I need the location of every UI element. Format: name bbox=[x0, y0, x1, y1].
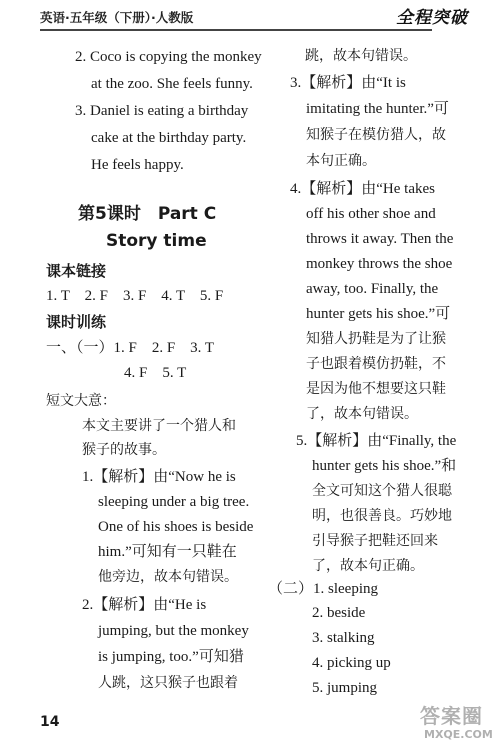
summary-text: 猴子的故事。 bbox=[82, 442, 166, 458]
explanation-line: 1.【解析】由“Now he is bbox=[82, 469, 236, 485]
book-info: 英语·五年级（下册）·人教版 bbox=[40, 10, 194, 25]
header-divider bbox=[40, 29, 432, 31]
explanation-line: 了，故本句正确。 bbox=[312, 558, 424, 574]
summary-label: 短文大意： bbox=[46, 393, 116, 409]
answer-line: 2. Coco is copying the monkey bbox=[75, 49, 262, 65]
answer-line: He feels happy. bbox=[91, 157, 184, 173]
explanation-line: throws it away. Then the bbox=[306, 231, 454, 247]
answer-line: 一、（一）1. F 2. F 3. T bbox=[46, 340, 215, 356]
answer-line: 5. jumping bbox=[312, 680, 378, 696]
explanation-line: hunter gets his shoe.”和 bbox=[312, 458, 457, 474]
explanation-line: 4.【解析】由“He takes bbox=[290, 181, 435, 197]
explanation-line: him.”可知有一只鞋在 bbox=[98, 544, 237, 560]
explanation-line: 明，也很善良。巧妙地 bbox=[312, 508, 452, 524]
explanation-line: monkey throws the shoe bbox=[306, 256, 453, 272]
explanation-line: 知猎人扔鞋是为了让猴 bbox=[306, 331, 446, 347]
explanation-line: 是因为他不想要这只鞋 bbox=[306, 381, 446, 397]
watermark-logo bbox=[418, 700, 498, 746]
answer-line: 4. picking up bbox=[312, 655, 391, 671]
explanation-line: is jumping, too.”可知猎 bbox=[98, 649, 244, 665]
page-number: 14 bbox=[40, 714, 60, 730]
explanation-line: off his other shoe and bbox=[306, 206, 436, 222]
explanation-line: 本句正确。 bbox=[306, 153, 376, 169]
explanation-line: sleeping under a big tree. bbox=[98, 494, 250, 510]
explanation-line: 了，故本句错误。 bbox=[306, 406, 418, 422]
explanation-line: One of his shoes is beside bbox=[98, 519, 254, 535]
explanation-line: 3.【解析】由“It is bbox=[290, 75, 406, 91]
answer-line: cake at the birthday party. bbox=[91, 130, 247, 146]
explanation-line: jumping, but the monkey bbox=[98, 623, 249, 639]
section-heading: 课时训练 bbox=[46, 313, 107, 331]
explanation-line: 知猴子在模仿猎人，故 bbox=[306, 127, 446, 143]
explanation-line: 2.【解析】由“He is bbox=[82, 597, 207, 613]
answer-line: 3. stalking bbox=[312, 630, 375, 646]
answer-line: at the zoo. She feels funny. bbox=[91, 76, 253, 92]
explanation-line: 全文可知这个猎人很聪 bbox=[312, 483, 452, 499]
explanation-line: 5.【解析】由“Finally, the bbox=[296, 433, 457, 449]
explanation-line: 他旁边，故本句错误。 bbox=[98, 569, 238, 585]
answer-line: 1. T 2. F 3. F 4. T 5. F bbox=[46, 288, 224, 304]
answer-line: （二）1. sleeping bbox=[268, 581, 378, 597]
explanation-line: away, too. Finally, the bbox=[306, 281, 439, 297]
explanation-line: imitating the hunter.”可 bbox=[306, 101, 449, 117]
lesson-subtitle: Story time bbox=[106, 231, 207, 251]
watermark-url: MXQE.COM bbox=[424, 728, 493, 741]
answer-line: 4. F 5. T bbox=[124, 365, 187, 381]
explanation-line: 人跳，这只猴子也跟着 bbox=[98, 675, 238, 691]
explanation-line: hunter gets his shoe.”可 bbox=[306, 306, 451, 322]
page-header bbox=[0, 0, 500, 34]
summary-text: 本文主要讲了一个猎人和 bbox=[82, 418, 236, 434]
explanation-line: 引导猴子把鞋还回来 bbox=[312, 533, 438, 549]
watermark-text: 答案圈 bbox=[420, 704, 483, 728]
series-logo: 全程突破 bbox=[396, 8, 468, 28]
explanation-line: 跳，故本句错误。 bbox=[305, 48, 417, 64]
answer-line: 3. Daniel is eating a birthday bbox=[75, 103, 249, 119]
explanation-line: 子也跟着模仿扔鞋，不 bbox=[306, 356, 446, 372]
answer-line: 2. beside bbox=[312, 605, 366, 621]
section-heading: 课本链接 bbox=[46, 262, 107, 280]
lesson-title: 第5课时 Part C bbox=[78, 204, 217, 224]
